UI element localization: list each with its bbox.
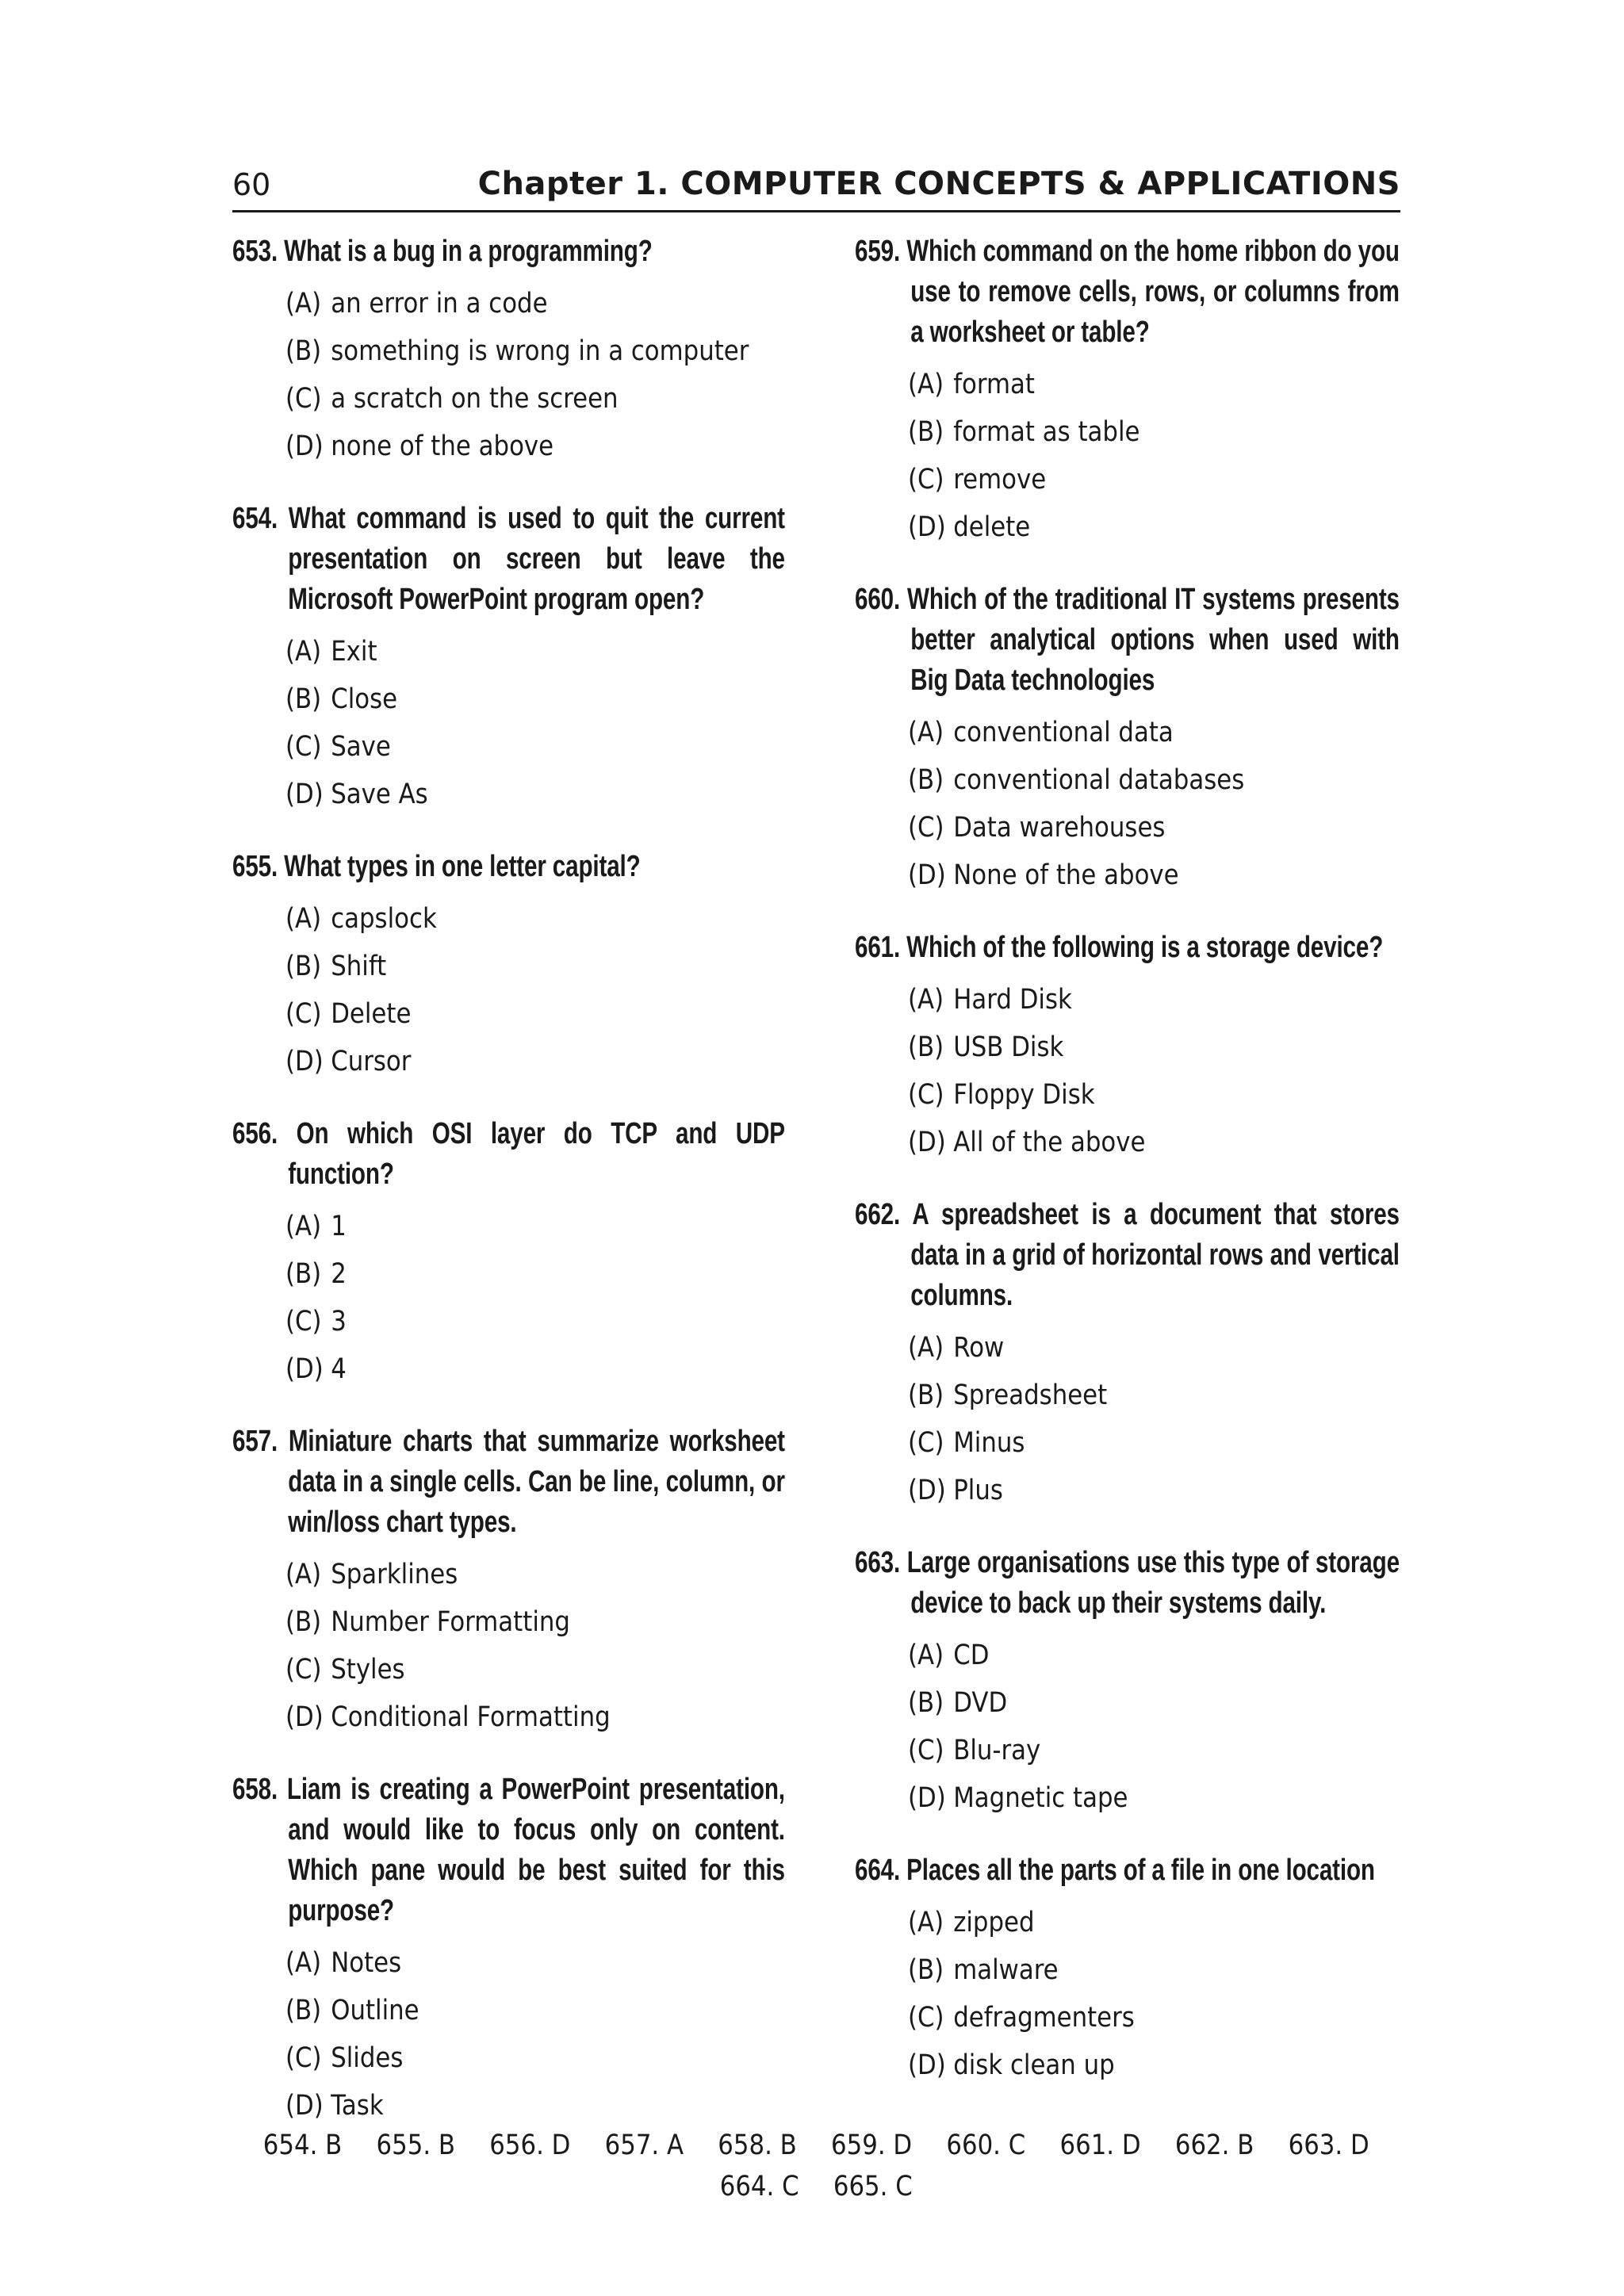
question-number: 653. xyxy=(232,235,278,268)
option-letter: (A) xyxy=(285,1947,322,1979)
option-text: Spreadsheet xyxy=(953,1380,1108,1411)
answer-option xyxy=(908,1899,1341,1946)
option-letter: (A) xyxy=(908,1907,944,1938)
question-text xyxy=(232,1422,785,1543)
option-letter: (D) xyxy=(285,1353,324,1385)
option-letter: (D) xyxy=(285,1046,324,1077)
option-text: format xyxy=(953,369,1035,400)
question-item xyxy=(855,232,1400,551)
option-letter: (D) xyxy=(908,1127,946,1158)
page-header xyxy=(232,163,1400,212)
answer-option xyxy=(908,2042,1341,2089)
answer-option xyxy=(908,756,1341,804)
answer-key-list xyxy=(236,2125,1397,2207)
answer-option xyxy=(285,327,749,375)
answer-option xyxy=(908,408,1341,456)
option-letter: (D) xyxy=(908,511,946,543)
question-number: 663. xyxy=(855,1546,901,1579)
option-letter: (D) xyxy=(285,430,324,462)
option-text: Data warehouses xyxy=(953,812,1166,844)
option-letter: (B) xyxy=(908,1954,944,1986)
option-letter: (D) xyxy=(908,2049,946,2081)
option-text: Exit xyxy=(331,636,377,668)
option-text: 2 xyxy=(331,1258,347,1290)
option-letter: (A) xyxy=(285,1559,322,1590)
question-item xyxy=(232,847,786,1085)
answer-option xyxy=(285,723,726,771)
answer-option xyxy=(285,2034,726,2082)
answer-key-item: 657. A xyxy=(604,2130,684,2161)
answer-option xyxy=(285,628,726,675)
option-text: remove xyxy=(953,464,1047,496)
option-letter: (B) xyxy=(285,1995,322,2026)
option-text: format as table xyxy=(953,416,1140,448)
question-number: 662. xyxy=(855,1198,901,1231)
option-text: Save xyxy=(331,731,391,763)
option-letter: (C) xyxy=(908,2002,944,2034)
answer-key-item: 656. D xyxy=(489,2130,571,2161)
option-letter: (C) xyxy=(285,998,322,1030)
question-item xyxy=(855,928,1400,1166)
answer-option xyxy=(285,1203,726,1250)
option-text: Task xyxy=(331,2090,384,2122)
answer-options xyxy=(232,1939,786,2130)
question-stem: Which of the following is a storage device? xyxy=(906,931,1384,964)
answer-option xyxy=(908,1467,1341,1514)
option-text: Floppy Disk xyxy=(953,1079,1095,1111)
option-letter: (C) xyxy=(285,731,322,763)
option-text: Minus xyxy=(953,1427,1025,1459)
question-number: 656. xyxy=(232,1117,278,1150)
answer-option xyxy=(285,423,726,470)
answer-option xyxy=(285,1551,726,1598)
option-letter: (B) xyxy=(285,683,322,715)
option-letter: (B) xyxy=(285,335,322,367)
question-text xyxy=(232,499,785,620)
page-number: 60 xyxy=(232,167,271,202)
answer-options xyxy=(232,895,786,1085)
question-item xyxy=(855,580,1400,899)
option-text: delete xyxy=(953,511,1031,543)
question-number: 660. xyxy=(855,583,901,616)
answer-option xyxy=(285,1693,726,1741)
option-letter: (B) xyxy=(908,1380,944,1411)
option-text: none of the above xyxy=(331,430,554,462)
option-letter: (A) xyxy=(908,369,944,400)
answer-option xyxy=(908,1774,1341,1822)
question-number: 658. xyxy=(232,1773,278,1806)
option-text: Number Formatting xyxy=(331,1606,570,1638)
answer-option xyxy=(908,361,1341,408)
option-letter: (B) xyxy=(285,951,322,982)
option-text: Notes xyxy=(331,1947,402,1979)
option-letter: (A) xyxy=(285,1211,322,1242)
answer-option xyxy=(908,709,1341,756)
option-letter: (B) xyxy=(908,416,944,448)
answer-options xyxy=(855,976,1400,1166)
option-text: Sparklines xyxy=(331,1559,458,1590)
question-stem: What command is used to quit the current presentation on screen but leave the Microsoft PowerPoint program open? xyxy=(288,502,785,616)
option-letter: (A) xyxy=(908,1332,944,1364)
question-item xyxy=(855,1850,1400,2089)
option-text: something is wrong in a computer xyxy=(331,335,749,367)
question-item xyxy=(855,1543,1400,1822)
option-letter: (D) xyxy=(285,2090,324,2122)
answer-option xyxy=(908,851,1341,899)
answer-option xyxy=(285,1345,726,1393)
question-stem: Places all the parts of a file in one location xyxy=(906,1854,1375,1887)
question-text xyxy=(232,232,785,272)
answer-options xyxy=(232,628,786,818)
chapter-title: Chapter 1. COMPUTER CONCEPTS & APPLICATIONS xyxy=(477,166,1400,202)
option-letter: (D) xyxy=(908,1782,946,1814)
option-text: 3 xyxy=(331,1306,347,1337)
answer-options xyxy=(855,709,1400,899)
option-letter: (C) xyxy=(908,1735,944,1766)
answer-options xyxy=(232,1203,786,1393)
question-text xyxy=(855,928,1400,968)
option-text: a scratch on the screen xyxy=(331,383,619,415)
answer-option xyxy=(908,1419,1341,1467)
option-text: an error in a code xyxy=(331,288,548,320)
option-text: Close xyxy=(331,683,398,715)
option-text: CD xyxy=(953,1640,990,1671)
option-letter: (C) xyxy=(908,464,944,496)
option-letter: (A) xyxy=(285,903,322,935)
question-number: 657. xyxy=(232,1425,278,1458)
option-text: Slides xyxy=(331,2042,404,2074)
option-letter: (C) xyxy=(908,1079,944,1111)
option-letter: (C) xyxy=(908,1427,944,1459)
answer-option xyxy=(908,1632,1341,1679)
answer-options xyxy=(855,1324,1400,1514)
answer-key-item: 664. C xyxy=(720,2171,799,2202)
answer-key-item: 655. B xyxy=(376,2130,456,2161)
question-text xyxy=(232,1114,785,1195)
question-item xyxy=(232,1770,786,2130)
option-text: capslock xyxy=(331,903,437,935)
answer-option xyxy=(908,1994,1341,2042)
answer-option xyxy=(908,1071,1341,1119)
question-stem: Miniature charts that summarize worksheet data in a single cells. Can be line, column, or win/loss chart types. xyxy=(288,1425,785,1539)
answer-options xyxy=(855,361,1400,551)
question-stem: On which OSI layer do TCP and UDP function? xyxy=(288,1117,785,1191)
option-letter: (D) xyxy=(908,859,946,891)
answer-key-item: 663. D xyxy=(1288,2130,1369,2161)
question-stem: What is a bug in a programming? xyxy=(284,235,653,268)
answer-option xyxy=(285,895,726,943)
answer-option xyxy=(908,1946,1341,1994)
option-text: Blu-ray xyxy=(953,1735,1041,1766)
question-item xyxy=(232,499,786,818)
option-letter: (A) xyxy=(908,984,944,1016)
answer-option xyxy=(285,1250,726,1298)
question-number: 664. xyxy=(855,1854,901,1887)
answer-options xyxy=(855,1899,1400,2089)
option-text: disk clean up xyxy=(953,2049,1115,2081)
option-text: defragmenters xyxy=(953,2002,1135,2034)
option-text: 1 xyxy=(331,1211,347,1242)
option-text: Magnetic tape xyxy=(953,1782,1128,1814)
answer-key-item: 658. B xyxy=(718,2130,798,2161)
option-letter: (A) xyxy=(908,1640,944,1671)
option-text: malware xyxy=(953,1954,1059,1986)
question-text xyxy=(855,1850,1400,1891)
option-text: 4 xyxy=(331,1353,347,1385)
answer-key-item: 654. B xyxy=(263,2130,343,2161)
option-text: Delete xyxy=(331,998,412,1030)
answer-option xyxy=(908,1119,1341,1166)
answer-option xyxy=(908,1679,1341,1727)
option-text: conventional databases xyxy=(953,764,1245,796)
question-text xyxy=(232,847,785,887)
answer-option xyxy=(908,1372,1341,1419)
question-text xyxy=(855,1195,1400,1316)
question-item xyxy=(232,1114,786,1393)
answer-option xyxy=(285,375,726,423)
option-text: Conditional Formatting xyxy=(331,1701,611,1733)
left-column xyxy=(232,232,786,2158)
answer-key-item: 659. D xyxy=(831,2130,913,2161)
option-letter: (A) xyxy=(908,717,944,748)
option-letter: (A) xyxy=(285,636,322,668)
question-stem: A spreadsheet is a document that stores data in a grid of horizontal rows and vertical columns. xyxy=(910,1198,1400,1312)
question-number: 655. xyxy=(232,850,278,883)
answer-options xyxy=(855,1632,1400,1822)
option-text: Shift xyxy=(331,951,387,982)
answer-options xyxy=(232,280,786,470)
question-stem: Liam is creating a PowerPoint presentation, and would like to focus only on content. Which pane would be best suited for this purpose? xyxy=(286,1773,785,1927)
option-text: Hard Disk xyxy=(953,984,1072,1016)
answer-key-item: 660. C xyxy=(946,2130,1026,2161)
option-text: Cursor xyxy=(331,1046,412,1077)
question-text xyxy=(232,1770,785,1931)
question-stem: What types in one letter capital? xyxy=(284,850,641,883)
answer-option xyxy=(908,503,1341,551)
option-text: All of the above xyxy=(953,1127,1146,1158)
question-stem: Which of the traditional IT systems presents better analytical options when used with Big Data technologies xyxy=(907,583,1400,697)
option-text: conventional data xyxy=(953,717,1174,748)
option-letter: (A) xyxy=(285,288,322,320)
option-text: Outline xyxy=(331,1995,419,2026)
question-item xyxy=(855,1195,1400,1514)
answer-option xyxy=(908,804,1341,851)
option-text: Row xyxy=(953,1332,1005,1364)
question-item xyxy=(232,1422,786,1741)
option-letter: (C) xyxy=(285,1306,322,1337)
answer-option xyxy=(285,280,726,327)
option-letter: (B) xyxy=(285,1606,322,1638)
option-letter: (B) xyxy=(285,1258,322,1290)
answer-option xyxy=(285,990,726,1038)
answer-key-item: 662. B xyxy=(1175,2130,1254,2161)
option-letter: (D) xyxy=(908,1475,946,1506)
answer-option xyxy=(285,675,726,723)
question-stem: Which command on the home ribbon do you use to remove cells, rows, or columns from a worksheet or table? xyxy=(906,235,1400,349)
answer-option xyxy=(285,1038,726,1085)
option-text: Styles xyxy=(331,1654,405,1686)
right-column xyxy=(855,232,1400,2118)
option-letter: (B) xyxy=(908,764,944,796)
option-letter: (C) xyxy=(285,2042,322,2074)
option-text: Save As xyxy=(331,779,428,810)
answer-option xyxy=(285,1939,726,1987)
option-letter: (D) xyxy=(285,779,324,810)
question-text xyxy=(855,232,1400,353)
answer-option xyxy=(285,771,726,818)
option-letter: (C) xyxy=(908,812,944,844)
answer-option xyxy=(908,976,1341,1024)
question-item xyxy=(232,232,786,470)
question-number: 659. xyxy=(855,235,901,268)
option-letter: (B) xyxy=(908,1031,944,1063)
answer-option xyxy=(285,943,726,990)
option-text: USB Disk xyxy=(953,1031,1064,1063)
answer-key-item: 661. D xyxy=(1059,2130,1141,2161)
option-letter: (D) xyxy=(285,1701,324,1733)
option-letter: (B) xyxy=(908,1687,944,1719)
answer-key-item: 665. C xyxy=(833,2171,914,2202)
answer-option xyxy=(908,456,1341,503)
answer-key xyxy=(232,2125,1400,2207)
option-letter: (C) xyxy=(285,383,322,415)
answer-option xyxy=(908,1324,1341,1372)
answer-option xyxy=(285,1298,726,1345)
option-letter: (C) xyxy=(285,1654,322,1686)
option-text: Plus xyxy=(953,1475,1003,1506)
answer-option xyxy=(908,1024,1341,1071)
option-text: None of the above xyxy=(953,859,1179,891)
question-text xyxy=(855,1543,1400,1624)
option-text: DVD xyxy=(953,1687,1008,1719)
option-text: zipped xyxy=(953,1907,1035,1938)
question-number: 654. xyxy=(232,502,278,535)
answer-option xyxy=(285,2082,726,2130)
question-number: 661. xyxy=(855,931,901,964)
answer-option xyxy=(285,1646,726,1693)
question-text xyxy=(855,580,1400,701)
answer-option xyxy=(908,1727,1341,1774)
answer-option xyxy=(285,1598,726,1646)
answer-option xyxy=(285,1987,726,2034)
question-stem: Large organisations use this type of storage device to back up their systems daily. xyxy=(906,1546,1400,1620)
answer-options xyxy=(232,1551,786,1741)
